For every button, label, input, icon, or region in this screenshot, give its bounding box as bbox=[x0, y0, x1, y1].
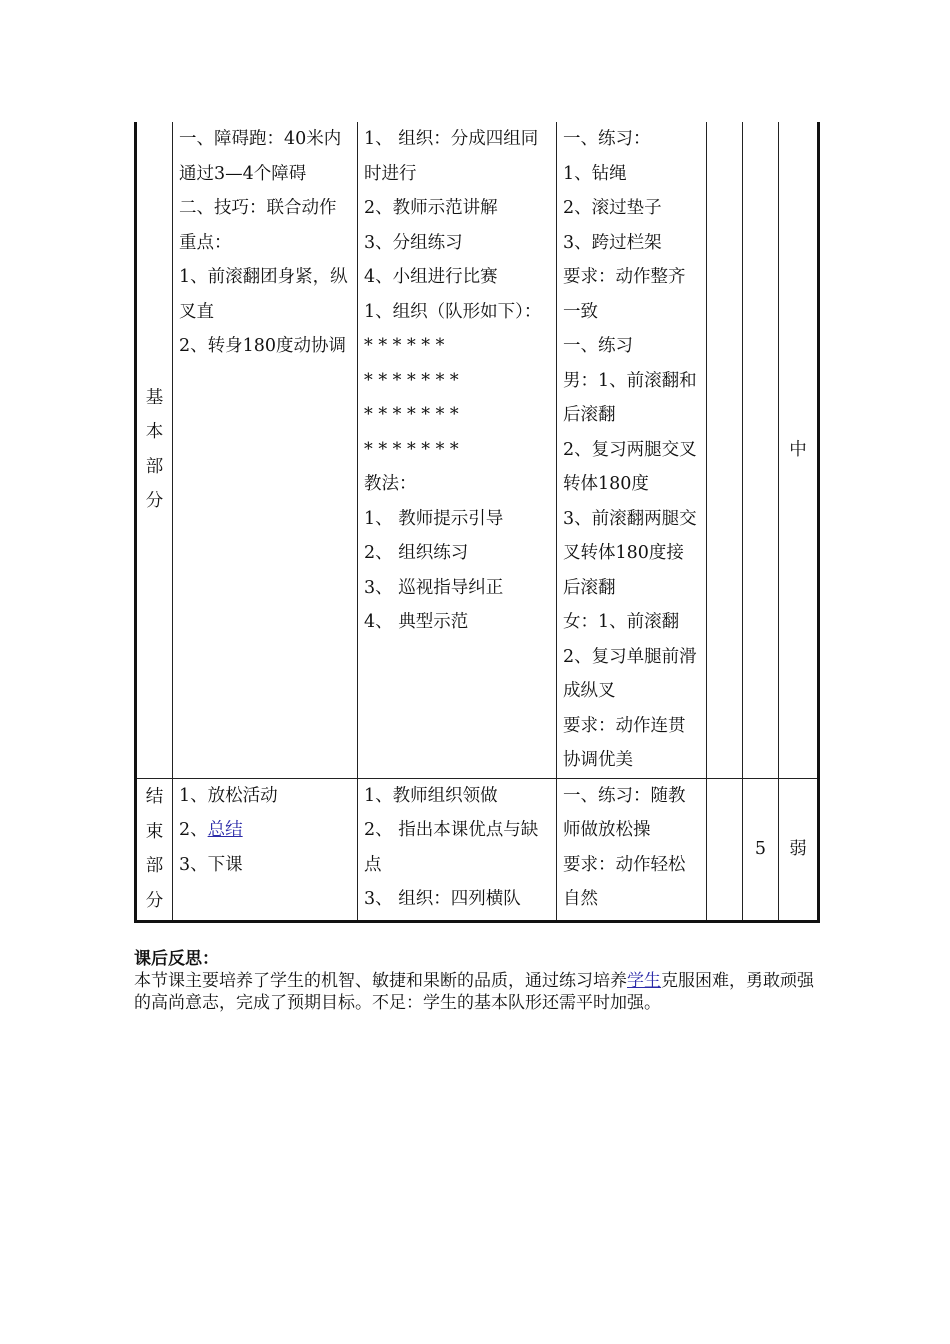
practice-line: 2、滚过垫子 bbox=[563, 198, 662, 218]
practice-line: 一、练习：随教师做放松操 bbox=[563, 785, 686, 840]
intensity-cell-basic: 中 bbox=[779, 122, 819, 778]
organization-line: 1、 组织：分成四组同时进行 bbox=[364, 129, 539, 184]
reflection-section bbox=[134, 948, 824, 1014]
section-cell-ending bbox=[136, 778, 173, 921]
practice-line: 3、前滚翻两腿交叉转体180度接后滚翻 bbox=[563, 508, 697, 598]
section-label-ending: 结束部分 bbox=[145, 787, 164, 911]
content-line: 二、技巧：联合动作重点： bbox=[179, 198, 337, 253]
content-line: 1、前滚翻团身紧，纵叉直 bbox=[179, 267, 348, 322]
practice-line: 男：1、前滚翻和后滚翻 bbox=[563, 370, 697, 425]
organization-line: 4、小组进行比赛 bbox=[364, 267, 498, 287]
practice-line: 一、练习 bbox=[563, 336, 633, 356]
practice-line: 要求：动作连贯协调优美 bbox=[563, 715, 686, 770]
practice-line: 2、复习两腿交叉转体180度 bbox=[563, 439, 697, 494]
practice-line: 要求：动作轻松自然 bbox=[563, 854, 686, 909]
practice-cell-basic bbox=[557, 122, 707, 778]
reflection-text-part: 本节课主要培养了学生的机智、敏捷和果断的品质，通过练习培养 bbox=[134, 971, 627, 991]
lesson-plan-table bbox=[134, 122, 820, 923]
section-label-basic: 基本部分 bbox=[145, 387, 164, 512]
time-cell-basic bbox=[743, 122, 779, 778]
content-line bbox=[179, 813, 351, 848]
count-cell-ending bbox=[707, 778, 743, 921]
time-cell-ending: 5 bbox=[743, 778, 779, 921]
content-line: 一、障碍跑：40米内通过3—4个障碍 bbox=[179, 129, 342, 184]
content-line: 3、下课 bbox=[179, 854, 243, 875]
table-row-basic bbox=[136, 122, 819, 778]
practice-line: 2、复习单腿前滑成纵叉 bbox=[563, 646, 697, 701]
formation-row: * * * * * * * bbox=[364, 370, 459, 391]
organization-line: 4、 典型示范 bbox=[364, 612, 469, 632]
organization-line: 3、 巡视指导纠正 bbox=[364, 577, 504, 598]
organization-line: 1、组织（队形如下）： bbox=[364, 301, 542, 322]
practice-line: 女：1、前滚翻 bbox=[563, 612, 680, 632]
section-cell-basic bbox=[136, 122, 173, 778]
organization-line: 2、 组织练习 bbox=[364, 543, 469, 563]
summary-link[interactable]: 总结 bbox=[207, 820, 243, 840]
content-number: 2、 bbox=[179, 820, 208, 840]
formation-row: * * * * * * * bbox=[364, 405, 459, 425]
formation-row: * * * * * * bbox=[364, 336, 445, 356]
practice-line: 要求：动作整齐一致 bbox=[563, 267, 686, 322]
content-cell-ending bbox=[173, 778, 358, 921]
organization-cell-basic bbox=[358, 122, 557, 778]
organization-line: 3、分组练习 bbox=[364, 232, 463, 253]
reflection-title: 课后反思： bbox=[134, 949, 219, 969]
formation-row: * * * * * * * bbox=[364, 439, 459, 460]
organization-line: 教法： bbox=[364, 474, 417, 494]
intensity-cell-ending: 弱 bbox=[779, 778, 819, 921]
reflection-text bbox=[134, 970, 824, 1014]
organization-line: 2、 指出本课优点与缺点 bbox=[364, 820, 539, 875]
practice-line: 1、钻绳 bbox=[563, 163, 627, 184]
organization-line: 1、 教师提示引导 bbox=[364, 508, 504, 529]
student-link[interactable]: 学生 bbox=[627, 971, 661, 991]
organization-line: 1、教师组织领做 bbox=[364, 785, 498, 806]
content-line: 1、放松活动 bbox=[179, 785, 278, 806]
organization-cell-ending bbox=[358, 778, 557, 921]
practice-cell-ending bbox=[557, 778, 707, 921]
organization-line: 2、教师示范讲解 bbox=[364, 198, 498, 218]
reflection-text-part: 克服困难，勇敢顽强的高尚意志，完成了预期目标。不足：学生的基本队形还需平时加强。 bbox=[134, 971, 814, 1013]
practice-line: 3、跨过栏架 bbox=[563, 232, 662, 253]
organization-line: 3、 组织：四列横队 bbox=[364, 889, 521, 909]
count-cell-basic bbox=[707, 122, 743, 778]
content-line: 2、转身180度动协调 bbox=[179, 336, 347, 356]
practice-line: 一、练习： bbox=[563, 129, 651, 149]
content-cell-basic bbox=[173, 122, 358, 778]
table-row-ending bbox=[136, 778, 819, 921]
